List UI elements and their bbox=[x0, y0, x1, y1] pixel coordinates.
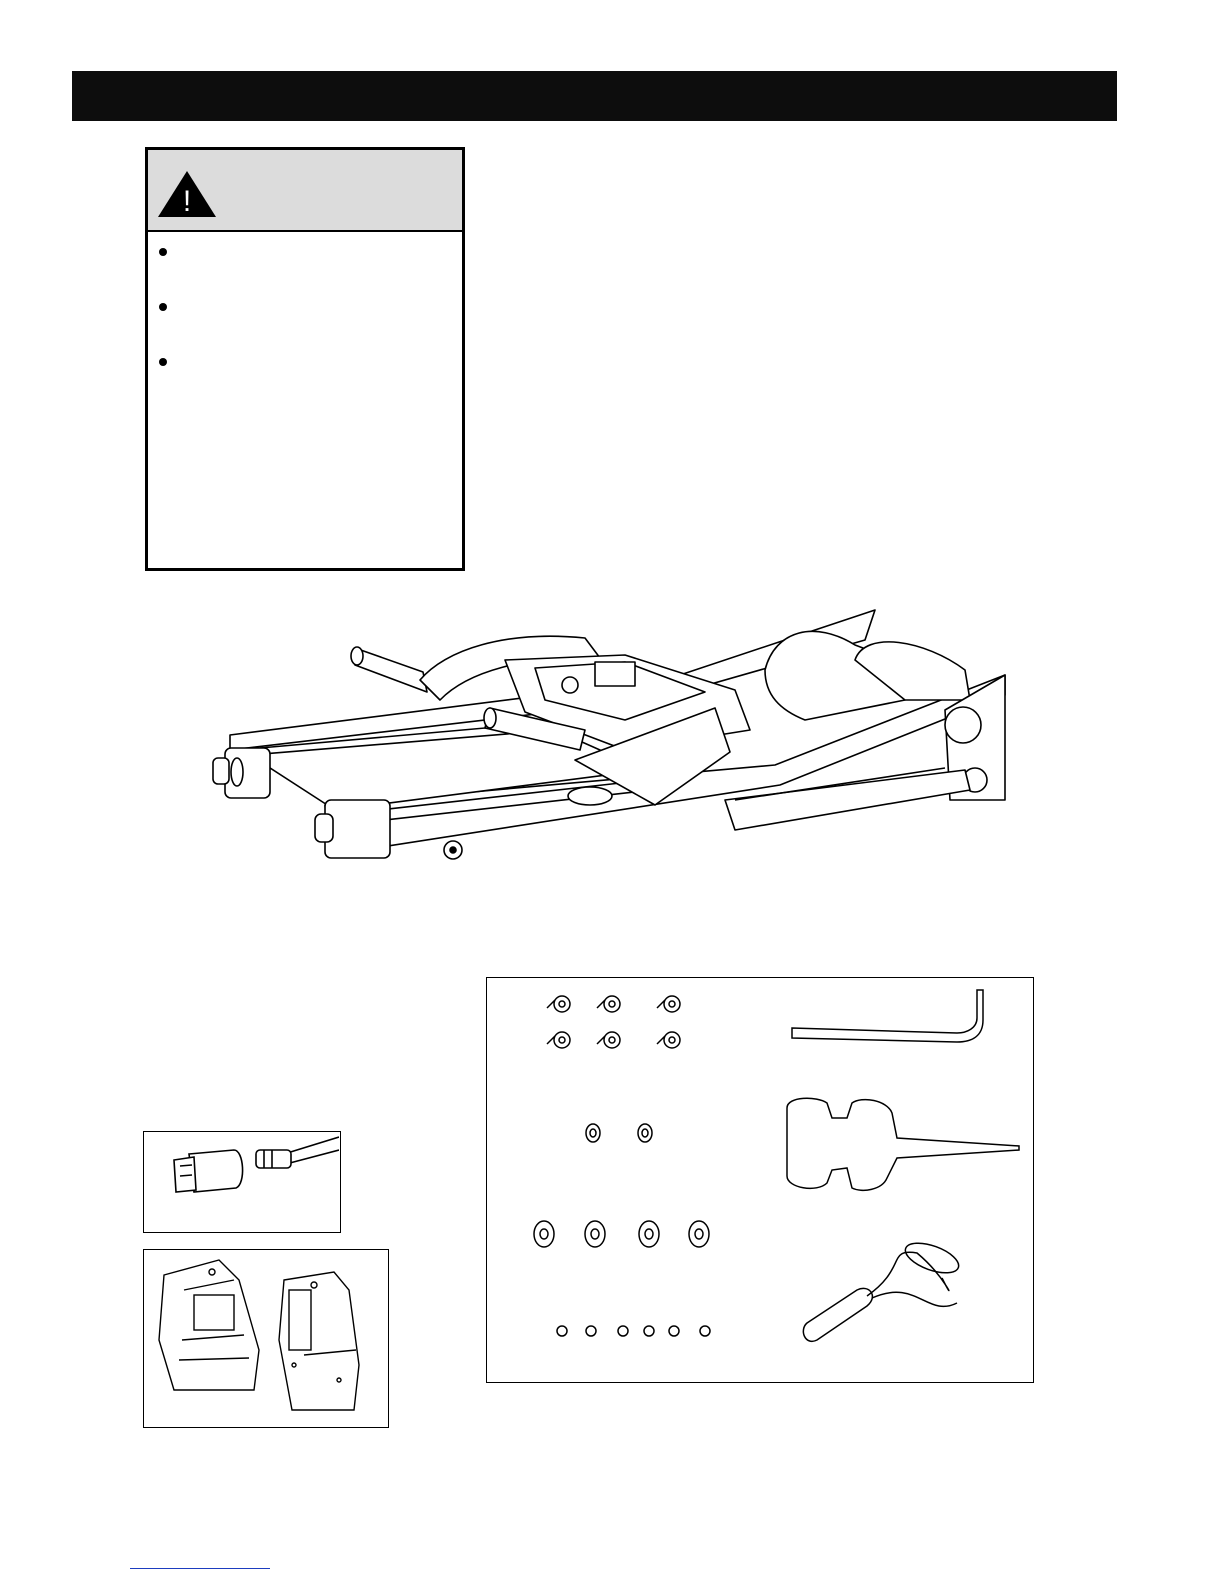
warning-header bbox=[148, 150, 462, 232]
screw-set-small bbox=[557, 1326, 710, 1336]
safety-key-icon bbox=[803, 1237, 962, 1341]
power-cord-box bbox=[143, 1131, 341, 1233]
power-cord-illustration bbox=[144, 1132, 339, 1231]
bolt-set-large bbox=[547, 996, 680, 1048]
warning-box bbox=[145, 147, 465, 571]
warning-triangle-icon bbox=[156, 169, 218, 219]
spanner-wrench-icon bbox=[787, 1098, 1019, 1190]
allen-wrench-icon bbox=[792, 990, 983, 1042]
warning-bullet-1 bbox=[159, 248, 167, 256]
motor-cover-box bbox=[143, 1249, 389, 1428]
motor-cover-illustration bbox=[144, 1250, 387, 1426]
hardware-kit-box bbox=[486, 977, 1034, 1383]
warning-bullet-3 bbox=[159, 358, 167, 366]
warning-exclamation: ! bbox=[182, 185, 192, 218]
hardware-kit-illustration bbox=[487, 978, 1032, 1381]
footer-link-underline bbox=[130, 1568, 270, 1569]
section-header-bar bbox=[72, 71, 1117, 121]
treadmill-folded-illustration bbox=[205, 600, 1015, 870]
warning-bullet-2 bbox=[159, 303, 167, 311]
